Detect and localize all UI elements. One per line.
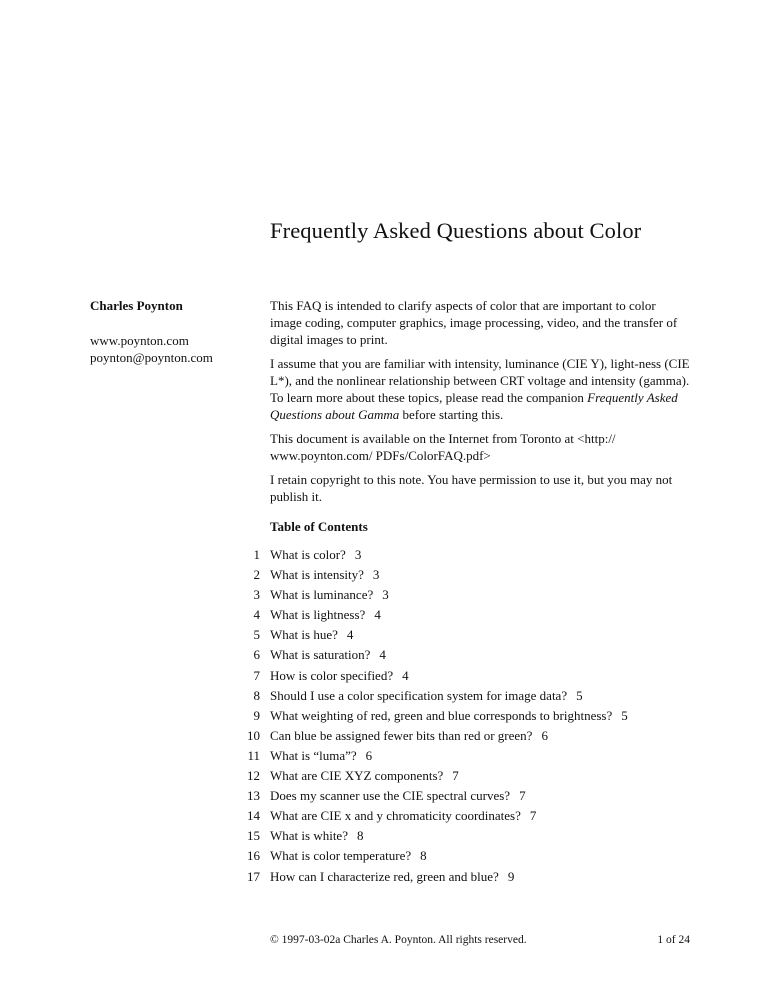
toc-entry-question [270,625,353,645]
prerequisites-text-end: before starting this. [399,407,504,422]
toc-entry-question-text: What is hue? [270,627,338,643]
toc-entry-page: 5 [621,707,628,723]
toc-entry-number: 1 [253,547,260,562]
toc-entry-question [270,645,386,665]
toc-entry-question-text: Can blue be assigned fewer bits than red or green? [270,727,533,743]
toc-entry-question [270,786,526,806]
toc-entry[interactable] [0,766,768,786]
toc-entry[interactable] [0,645,768,665]
toc-entry-number: 11 [247,747,260,763]
intro-section [270,297,690,535]
toc-entry-question-text: What is luminance? [270,587,374,603]
gamma-faq-reference: Frequently Asked Questions about Gamma [270,390,678,422]
toc-entry-number: 5 [253,627,260,643]
footer-page-number: 1 of 24 [657,934,690,946]
toc-entry-question [270,726,548,746]
toc-entry-question [270,545,361,565]
toc-entry-number: 15 [247,828,260,844]
toc-entry[interactable] [0,786,768,806]
toc-entry-page: 7 [452,768,459,784]
intro-paragraph-prerequisites [270,355,690,423]
toc-entry[interactable] [0,625,768,645]
toc-entry-number: 2 [253,567,260,583]
intro-paragraph-copyright: I retain copyright to this note. You have permission to use it, but you may not publish it. [270,472,673,504]
toc-entry-number: 16 [247,848,260,864]
toc-entry-question-text: What is color temperature? [270,848,412,864]
toc-entry[interactable] [0,746,768,766]
toc-entry-page: 3 [382,587,389,603]
toc-entry-question [270,666,409,686]
toc-entry[interactable] [0,846,768,866]
toc-entry-number: 7 [253,667,260,683]
toc-entry-page: 6 [365,747,373,763]
toc-entry-question-text: What is intensity? [270,567,364,583]
toc-entry-number: 9 [253,707,260,723]
toc-entry-question-text: What are CIE XYZ components? [270,768,444,784]
toc-entry-number: 13 [247,788,260,804]
toc-entry-number: 17 [247,868,260,884]
toc-entry-question-text: What is lightness? [270,607,366,623]
toc-entry-page: 8 [356,828,364,844]
toc-entry-page: 3 [372,567,380,583]
toc-entry-page: 4 [402,667,409,683]
toc-entry-question-text: What is color? [270,547,346,562]
toc-entry[interactable] [0,826,768,846]
toc-entry-question-text: What is white? [270,828,348,844]
toc-entry-question-text: What weighting of red, green and blue corresponds to brightness? [270,707,613,723]
document-title: Frequently Asked Questions about Color [270,218,642,243]
toc-entry-page: 4 [374,607,381,623]
author-email[interactable]: poynton@poynton.com [90,350,213,365]
toc-entry-question [270,565,379,585]
table-of-contents [0,545,768,887]
toc-entry-question [270,746,372,766]
toc-entry-question [270,585,389,605]
toc-entry-question [270,846,427,866]
intro-paragraph-purpose: This FAQ is intended to clarify aspects of color that are important to color image coding, computer graphics, image processing, video, and the transfer of digital images to print. [270,298,678,347]
toc-entry-number: 6 [253,647,260,663]
toc-entry-question [270,686,583,706]
toc-entry[interactable] [0,666,768,686]
toc-entry-question [270,867,514,887]
toc-entry-page: 8 [420,848,427,864]
toc-entry[interactable] [0,686,768,706]
author-website[interactable]: www.poynton.com [90,333,189,348]
toc-entry-page: 7 [519,788,526,804]
author-sidebar [90,297,260,366]
toc-heading: Table of Contents [270,519,368,534]
toc-entry-page: 7 [529,808,537,824]
toc-entry-question-text: Does my scanner use the CIE spectral curves? [270,788,511,804]
toc-entry-page: 3 [354,547,362,562]
toc-entry-number: 4 [253,607,260,623]
toc-entry[interactable] [0,545,768,565]
toc-entry-question-text: What is saturation? [270,647,371,663]
toc-entry-question-text: Should I use a color specification system for image data? [270,687,568,703]
footer-copyright: © 1997-03-02a Charles A. Poynton. All rights reserved. [270,934,527,946]
toc-entry-page: 9 [507,868,515,884]
toc-entry-page: 6 [541,727,548,743]
toc-entry-question-text: How can I characterize red, green and blue? [270,868,499,884]
intro-paragraph-availability: This document is available on the Internet from Toronto at <http:// www.poynton.com/ PDFs/ColorFAQ.pdf> [270,431,616,463]
toc-entry-number: 10 [247,727,260,743]
toc-entry-question [270,605,381,625]
toc-entry[interactable] [0,726,768,746]
toc-entry[interactable] [0,806,768,826]
toc-entry-page: 5 [576,687,583,703]
toc-entry-number: 12 [247,768,260,784]
toc-entry-question [270,806,536,826]
toc-entry[interactable] [0,867,768,887]
toc-entry-question [270,706,628,726]
toc-entry-question [270,826,363,846]
toc-entry-question-text: What are CIE x and y chromaticity coordinates? [270,808,521,824]
toc-entry-number: 3 [253,587,260,603]
toc-entry-page: 4 [379,647,386,663]
toc-entry-number: 14 [247,808,260,824]
toc-entry-number: 8 [253,687,260,703]
toc-entry-page: 4 [346,627,354,643]
toc-entry-question [270,766,459,786]
author-name: Charles Poynton [90,298,183,313]
toc-entry[interactable] [0,605,768,625]
toc-entry[interactable] [0,585,768,605]
toc-entry-question-text: How is color specified? [270,667,394,683]
toc-entry[interactable] [0,706,768,726]
toc-entry-question-text: What is “luma”? [270,747,357,763]
toc-entry[interactable] [0,565,768,585]
prerequisites-text: I assume that you are familiar with intensity, luminance (CIE Y), light-ness (CIE L*), and the nonlinear relationship between CRT voltage and intensity (gamma). To learn more about these topics, please read the companion [270,356,690,405]
